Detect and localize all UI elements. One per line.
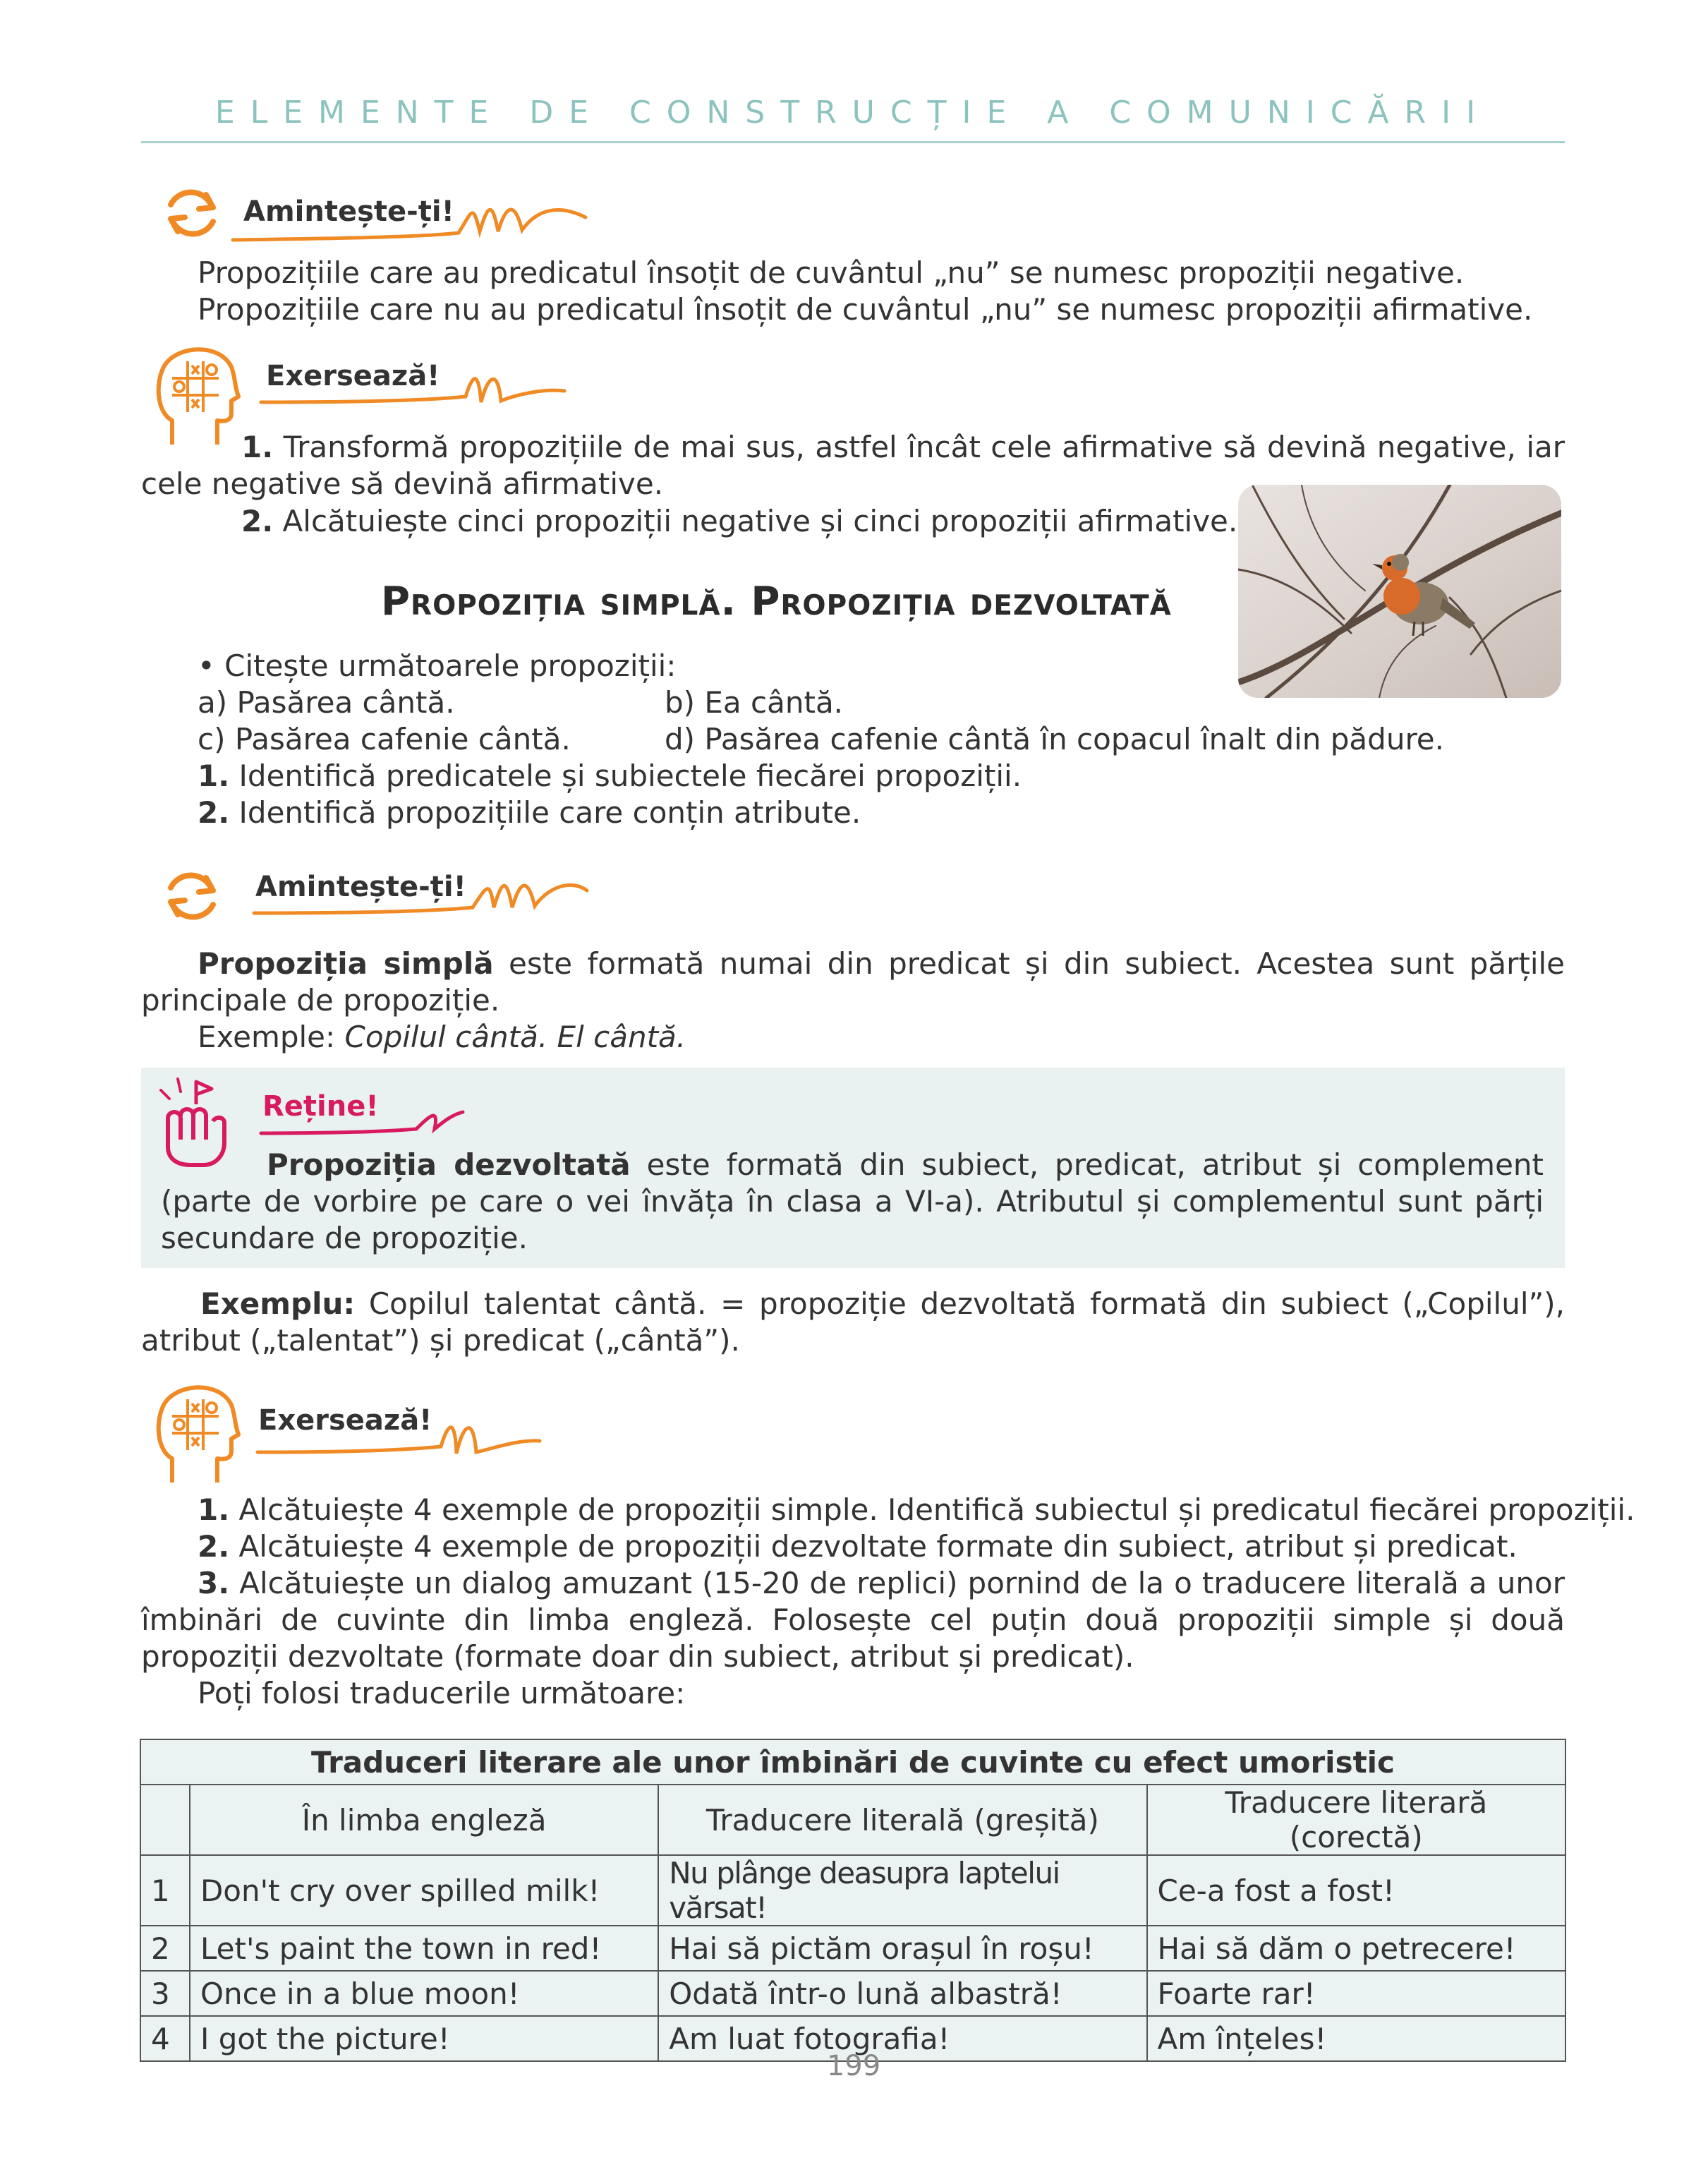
correct-cell: Am înțeles! xyxy=(1147,2016,1565,2061)
exercise-title-1: Exersează! xyxy=(266,360,440,392)
exercise-1-item-2: 2. Alcătuiește cinci propoziții negative și cinci propoziții afirmative. xyxy=(241,504,1238,538)
column-header: În limba engleză xyxy=(190,1785,658,1855)
exercise-2-item-3: 3. Alcătuiește un dialog amuzant (15-20 de replici) pornind de la o traducere literală a unor îmbinări de cuvinte din limba engleză. Folosește cel puțin două propoziții simple și două propoziții dezvoltate (formate doar din subiect, atribut și predicat). xyxy=(141,1566,1565,1674)
remember-title-2: Amintește-ți! xyxy=(255,871,466,903)
correct-cell: Foarte rar! xyxy=(1147,1971,1565,2016)
header-rule xyxy=(141,141,1565,143)
correct-cell: Ce-a fost a fost! xyxy=(1147,1855,1565,1926)
chapter-header: ELEMENTE DE CONSTRUCȚIE A COMUNICĂRII xyxy=(214,95,1491,131)
english-cell: Once in a blue moon! xyxy=(190,1971,658,2016)
scribble-underline-5 xyxy=(250,1408,547,1465)
table-row xyxy=(140,1971,1565,2016)
scribble-underline-2 xyxy=(254,360,571,414)
exercise-1-item-1: 1. Transformă propozițiile de mai sus, astfel încât cele afirmative să devină negative, iar cele negative să devină afirmative. xyxy=(141,430,1565,501)
row-number: 4 xyxy=(140,2016,190,2061)
column-header: Traducere literală (greșită) xyxy=(658,1785,1146,1855)
table-title-row xyxy=(140,1739,1565,1785)
english-cell: Don't cry over spilled milk! xyxy=(190,1855,658,1926)
table-header-blank xyxy=(140,1785,190,1855)
table-row xyxy=(140,1855,1565,1926)
scribble-underline-1 xyxy=(226,196,593,247)
refresh-icon xyxy=(157,178,227,248)
page-number: 199 xyxy=(826,2050,881,2082)
literal-cell: Am luat fotografia! xyxy=(658,2016,1146,2061)
correct-cell: Hai să dăm o petrecere! xyxy=(1147,1926,1565,1971)
literal-cell: Odată într-o lună albastră! xyxy=(658,1971,1146,2016)
table-header-row xyxy=(140,1785,1565,1855)
exercise-2-item-2: 2. Alcătuiește 4 exemple de propoziții dezvoltate formate din subiect, atribut și predicat. xyxy=(198,1529,1518,1564)
literal-cell: Nu plânge deasupra laptelui vărsat! xyxy=(658,1855,1146,1926)
section-title: Propoziția simplă. Propoziția dezvoltată xyxy=(381,579,1172,624)
retine-title: Reține! xyxy=(262,1090,379,1123)
row-number: 2 xyxy=(140,1926,190,1971)
read-instruction: • Citește următoarele propoziții: xyxy=(198,648,677,683)
exercise-2-item-1: 1. Alcătuiește 4 exemple de propoziții simple. Identifică subiectul și predicatul fiecărei propoziții. xyxy=(198,1492,1635,1527)
refresh-icon xyxy=(157,861,227,931)
sentence-d: d) Pasărea cafenie cântă în copacul înalt din pădure. xyxy=(665,722,1444,756)
remember-line-1: Propozițiile care au predicatul însoțit de cuvântul „nu” se numesc propoziții negative. xyxy=(198,255,1465,290)
remember-line-2: Propozițiile care nu au predicatul însoțit de cuvântul „nu” se numesc propoziții afirmative. xyxy=(198,292,1533,327)
developed-sentence-definition: Propoziția dezvoltată este formată din subiect, predicat, atribut și complement (parte de vorbire pe care o vei învăța în clasa a VI-a). Atributul și complementul sunt părți secundare de propoziție. xyxy=(161,1147,1544,1255)
english-cell: Let's paint the town in red! xyxy=(190,1926,658,1971)
section-question-1: 1. Identifică predicatele și subiectele fiecărei propoziții. xyxy=(198,759,1022,793)
column-header: Traducere literară (corectă) xyxy=(1147,1785,1565,1855)
table-row xyxy=(140,1926,1565,1971)
row-number: 3 xyxy=(140,1971,190,2016)
row-number: 1 xyxy=(140,1855,190,1926)
exercise-2-closing: Poți folosi traducerile următoare: xyxy=(198,1676,686,1710)
english-cell: I got the picture! xyxy=(190,2016,658,2061)
section-question-2: 2. Identifică propozițiile care conțin atribute. xyxy=(198,795,861,830)
table-title: Traduceri literare ale unor îmbinări de cuvinte cu efect umoristic xyxy=(140,1739,1565,1785)
remember-title-1: Amintește-ți! xyxy=(243,195,454,228)
exercise-title-2: Exersează! xyxy=(258,1404,432,1437)
literal-cell: Hai să pictăm orașul în roșu! xyxy=(658,1926,1146,1971)
bird-photo xyxy=(1238,485,1561,698)
sentence-c: c) Pasărea cafenie cântă. xyxy=(198,722,571,756)
sentence-a: a) Pasărea cântă. xyxy=(198,685,455,720)
sentence-b: b) Ea cântă. xyxy=(665,685,844,720)
simple-sentence-examples: Exemple: Copilul cântă. El cântă. xyxy=(198,1020,686,1054)
translations-table xyxy=(140,1739,1566,2062)
example-paragraph: Exemplu: Copilul talentat cântă. = propoziție dezvoltată formată din subiect („Copilul”), atribut („talentat”) și predicat („cântă”). xyxy=(141,1286,1565,1358)
scribble-underline-3 xyxy=(247,872,593,926)
thinking-head-icon xyxy=(151,1380,241,1485)
scribble-underline-4 xyxy=(254,1094,466,1143)
simple-sentence-definition: Propoziția simplă este formată numai din predicat și din subiect. Acestea sunt părțile principale de propoziție. xyxy=(141,946,1565,1018)
